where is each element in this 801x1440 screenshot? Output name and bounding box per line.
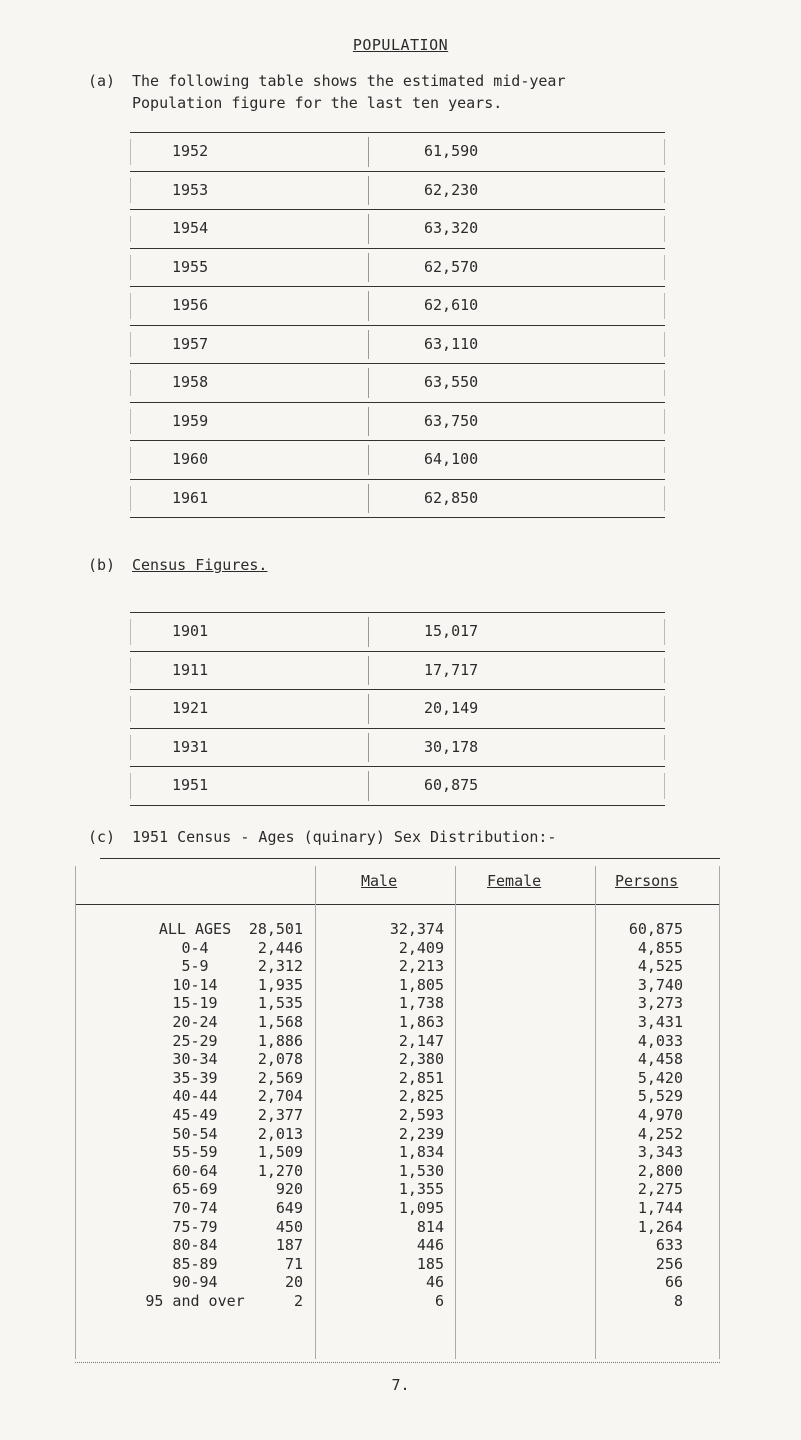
- row-divider: [368, 656, 369, 686]
- row-left-rule: [130, 658, 131, 684]
- year-cell: 1960: [172, 450, 209, 468]
- page-title: POPULATION: [352, 36, 449, 54]
- persons-cell: 4,033: [637, 1031, 683, 1050]
- population-cell: 15,017: [424, 622, 479, 640]
- female-cell: 2,147: [398, 1031, 444, 1050]
- year-cell: 1961: [172, 488, 209, 507]
- male-cell: 28,501: [248, 920, 303, 938]
- age-group-cell: ALL AGES: [158, 920, 232, 938]
- table-row: [130, 479, 665, 519]
- row-left-rule: [130, 773, 131, 799]
- table-row: [130, 402, 665, 441]
- population-cell: 64,100: [424, 450, 479, 468]
- table-row: [130, 612, 665, 651]
- table-top-rule: [100, 858, 720, 859]
- persons-cell: 1,744: [637, 1198, 683, 1217]
- persons-cell: 1,264: [637, 1217, 683, 1236]
- population-cell: 63,550: [424, 373, 479, 391]
- population-cell: 61,590: [424, 142, 479, 160]
- age-group-cell: 90-94: [172, 1273, 218, 1292]
- population-cell: 20,149: [424, 699, 479, 717]
- row-right-rule: [664, 735, 665, 761]
- female-cell: 2,851: [398, 1068, 444, 1087]
- female-cell: 1,738: [398, 994, 444, 1013]
- table-header-rule: [75, 904, 720, 905]
- row-left-rule: [130, 486, 131, 512]
- age-group-cell: 40-44: [172, 1087, 218, 1106]
- year-cell: 1921: [172, 699, 209, 717]
- table-bottom-rule: [75, 1362, 720, 1363]
- male-cell: 1,270: [257, 1161, 303, 1180]
- male-cell: 2,704: [257, 1087, 303, 1106]
- male-cell: 20: [284, 1273, 303, 1292]
- age-group-cell: 20-24: [172, 1012, 218, 1031]
- age-sex-distribution-table: [75, 858, 720, 1363]
- row-divider: [368, 617, 369, 647]
- row-left-rule: [130, 735, 131, 761]
- census-figures-heading: Census Figures.: [132, 556, 268, 574]
- female-cell: 32,374: [389, 920, 444, 938]
- row-divider: [368, 733, 369, 763]
- year-cell: 1953: [172, 180, 209, 199]
- table-row: [75, 1180, 720, 1199]
- male-cell: 1,886: [257, 1031, 303, 1050]
- age-group-cell: 35-39: [172, 1068, 218, 1087]
- age-group-cell: 45-49: [172, 1105, 218, 1124]
- persons-cell: 8: [673, 1291, 683, 1310]
- table-row: [75, 1273, 720, 1292]
- persons-cell: 633: [655, 1236, 683, 1255]
- row-right-rule: [664, 409, 665, 435]
- table-row: [130, 171, 665, 210]
- female-cell: 46: [425, 1273, 444, 1292]
- age-group-cell: 15-19: [172, 994, 218, 1013]
- age-group-cell: 55-59: [172, 1143, 218, 1162]
- age-distribution-heading: 1951 Census - Ages (quinary) Sex Distribution:-: [132, 828, 557, 846]
- table-row: [75, 1143, 720, 1162]
- female-cell: 814: [416, 1217, 444, 1236]
- table-row: [130, 440, 665, 479]
- male-cell: 649: [275, 1198, 303, 1217]
- row-divider: [368, 330, 369, 360]
- row-divider: [368, 368, 369, 398]
- female-cell: 1,095: [398, 1198, 444, 1217]
- row-left-rule: [130, 139, 131, 165]
- age-group-cell: 50-54: [172, 1124, 218, 1143]
- table-row: [75, 1125, 720, 1144]
- table-row: [75, 976, 720, 995]
- persons-cell: 4,855: [637, 938, 683, 957]
- row-left-rule: [130, 293, 131, 319]
- row-divider: [368, 407, 369, 437]
- population-cell: 62,610: [424, 296, 479, 314]
- row-left-rule: [130, 178, 131, 204]
- age-rows: [75, 920, 720, 1310]
- male-cell: 1,509: [257, 1143, 303, 1162]
- population-cell: 17,717: [424, 660, 479, 679]
- male-cell: 1,935: [257, 975, 303, 994]
- male-cell: 2,312: [257, 957, 303, 976]
- table-row: [130, 766, 665, 806]
- section-a-text-line2: Population figure for the last ten years.: [132, 94, 503, 112]
- row-right-rule: [664, 658, 665, 684]
- persons-cell: 5,420: [637, 1068, 683, 1087]
- year-cell: 1956: [172, 296, 209, 314]
- population-cell: 30,178: [424, 737, 479, 756]
- age-group-cell: 10-14: [172, 975, 218, 994]
- persons-cell: 66: [664, 1273, 683, 1292]
- male-cell: 187: [275, 1236, 303, 1255]
- male-cell: 450: [275, 1217, 303, 1236]
- age-group-cell: 95 and over: [145, 1291, 245, 1310]
- column-header-persons: Persons: [615, 872, 679, 890]
- row-divider: [368, 176, 369, 206]
- section-b-label: (b): [88, 556, 116, 574]
- male-cell: 2: [293, 1291, 303, 1310]
- population-cell: 62,570: [424, 257, 479, 276]
- population-cell: 63,110: [424, 334, 479, 353]
- table-row: [130, 363, 665, 402]
- row-divider: [368, 253, 369, 283]
- persons-cell: 5,529: [637, 1087, 683, 1106]
- row-divider: [368, 771, 369, 801]
- estimated-population-table: [130, 132, 665, 518]
- row-right-rule: [664, 139, 665, 165]
- section-c-label: (c): [88, 828, 116, 846]
- census-figures-table: [130, 612, 665, 806]
- row-divider: [368, 445, 369, 475]
- persons-cell: 4,970: [637, 1105, 683, 1124]
- table-row: [75, 1199, 720, 1218]
- row-right-rule: [664, 255, 665, 281]
- female-cell: 2,409: [398, 938, 444, 957]
- table-row: [130, 286, 665, 325]
- age-group-cell: 0-4: [181, 938, 209, 957]
- row-right-rule: [664, 447, 665, 473]
- row-divider: [368, 694, 369, 724]
- year-cell: 1957: [172, 334, 209, 353]
- male-cell: 1,568: [257, 1012, 303, 1031]
- row-divider: [368, 484, 369, 514]
- male-cell: 71: [284, 1254, 303, 1273]
- table-row: [75, 957, 720, 976]
- table-row: [130, 651, 665, 690]
- age-group-cell: 60-64: [172, 1161, 218, 1180]
- year-cell: 1952: [172, 142, 209, 160]
- persons-cell: 4,525: [637, 957, 683, 976]
- female-cell: 2,380: [398, 1050, 444, 1069]
- age-group-cell: 30-34: [172, 1050, 218, 1069]
- female-cell: 6: [434, 1291, 444, 1310]
- female-cell: 1,805: [398, 975, 444, 994]
- age-group-cell: 5-9: [181, 957, 209, 976]
- persons-cell: 3,431: [637, 1012, 683, 1031]
- section-a-label: (a): [88, 72, 116, 90]
- column-header-female: Female: [487, 872, 542, 890]
- table-row: [75, 1106, 720, 1125]
- table-row: [75, 1162, 720, 1181]
- table-row: [75, 1236, 720, 1255]
- year-cell: 1955: [172, 257, 209, 276]
- table-row: [75, 994, 720, 1013]
- row-right-rule: [664, 216, 665, 242]
- year-cell: 1958: [172, 373, 209, 391]
- table-row: [75, 1218, 720, 1237]
- row-right-rule: [664, 486, 665, 512]
- persons-cell: 2,800: [637, 1161, 683, 1180]
- row-left-rule: [130, 216, 131, 242]
- table-row: [130, 728, 665, 767]
- row-left-rule: [130, 370, 131, 396]
- row-divider: [368, 137, 369, 167]
- year-cell: 1954: [172, 219, 209, 237]
- persons-cell: 3,740: [637, 975, 683, 994]
- male-cell: 2,013: [257, 1124, 303, 1143]
- male-cell: 2,078: [257, 1050, 303, 1069]
- age-group-cell: 75-79: [172, 1217, 218, 1236]
- row-left-rule: [130, 332, 131, 358]
- table-row: [75, 1069, 720, 1088]
- row-right-rule: [664, 696, 665, 722]
- male-cell: 2,446: [257, 938, 303, 957]
- male-cell: 2,569: [257, 1068, 303, 1087]
- row-right-rule: [664, 619, 665, 645]
- female-cell: 2,213: [398, 957, 444, 976]
- table-row: [75, 1050, 720, 1069]
- table-row: [130, 209, 665, 248]
- row-left-rule: [130, 447, 131, 473]
- row-right-rule: [664, 293, 665, 319]
- table-row: [75, 1087, 720, 1106]
- row-divider: [368, 291, 369, 321]
- year-cell: 1911: [172, 660, 209, 679]
- table-row: [75, 920, 720, 939]
- female-cell: 1,834: [398, 1143, 444, 1162]
- female-cell: 1,863: [398, 1012, 444, 1031]
- age-group-cell: 25-29: [172, 1031, 218, 1050]
- table-row: [130, 325, 665, 364]
- section-a-text: [132, 70, 732, 114]
- column-header-male: Male: [361, 872, 398, 890]
- population-cell: 62,850: [424, 488, 479, 507]
- age-group-cell: 85-89: [172, 1254, 218, 1273]
- table-row: [75, 1032, 720, 1051]
- year-cell: 1931: [172, 737, 209, 756]
- row-divider: [368, 214, 369, 244]
- female-cell: 1,355: [398, 1180, 444, 1199]
- year-cell: 1951: [172, 776, 209, 794]
- year-cell: 1959: [172, 411, 209, 430]
- table-row: [75, 1292, 720, 1311]
- table-row: [130, 132, 665, 171]
- population-cell: 60,875: [424, 776, 479, 794]
- row-left-rule: [130, 409, 131, 435]
- year-cell: 1901: [172, 622, 209, 640]
- persons-cell: 3,343: [637, 1143, 683, 1162]
- population-cell: 63,750: [424, 411, 479, 430]
- table-row: [130, 248, 665, 287]
- table-row: [75, 1013, 720, 1032]
- female-cell: 446: [416, 1236, 444, 1255]
- population-cell: 63,320: [424, 219, 479, 237]
- row-left-rule: [130, 255, 131, 281]
- row-right-rule: [664, 332, 665, 358]
- population-cell: 62,230: [424, 180, 479, 199]
- female-cell: 1,530: [398, 1161, 444, 1180]
- page-number: 7.: [391, 1376, 410, 1394]
- table-row: [75, 939, 720, 958]
- row-left-rule: [130, 696, 131, 722]
- section-a-text-line1: The following table shows the estimated mid-year: [132, 72, 566, 90]
- persons-cell: 256: [655, 1254, 683, 1273]
- age-group-cell: 65-69: [172, 1180, 218, 1199]
- male-cell: 2,377: [257, 1105, 303, 1124]
- table-row: [75, 1255, 720, 1274]
- row-right-rule: [664, 370, 665, 396]
- persons-cell: 4,458: [637, 1050, 683, 1069]
- female-cell: 2,825: [398, 1087, 444, 1106]
- male-cell: 920: [275, 1180, 303, 1199]
- female-cell: 2,239: [398, 1124, 444, 1143]
- age-group-cell: 70-74: [172, 1198, 218, 1217]
- persons-cell: 60,875: [628, 920, 683, 938]
- female-cell: 185: [416, 1254, 444, 1273]
- persons-cell: 2,275: [637, 1180, 683, 1199]
- age-group-cell: 80-84: [172, 1236, 218, 1255]
- row-right-rule: [664, 178, 665, 204]
- female-cell: 2,593: [398, 1105, 444, 1124]
- row-left-rule: [130, 619, 131, 645]
- persons-cell: 4,252: [637, 1124, 683, 1143]
- male-cell: 1,535: [257, 994, 303, 1013]
- persons-cell: 3,273: [637, 994, 683, 1013]
- table-row: [130, 689, 665, 728]
- row-right-rule: [664, 773, 665, 799]
